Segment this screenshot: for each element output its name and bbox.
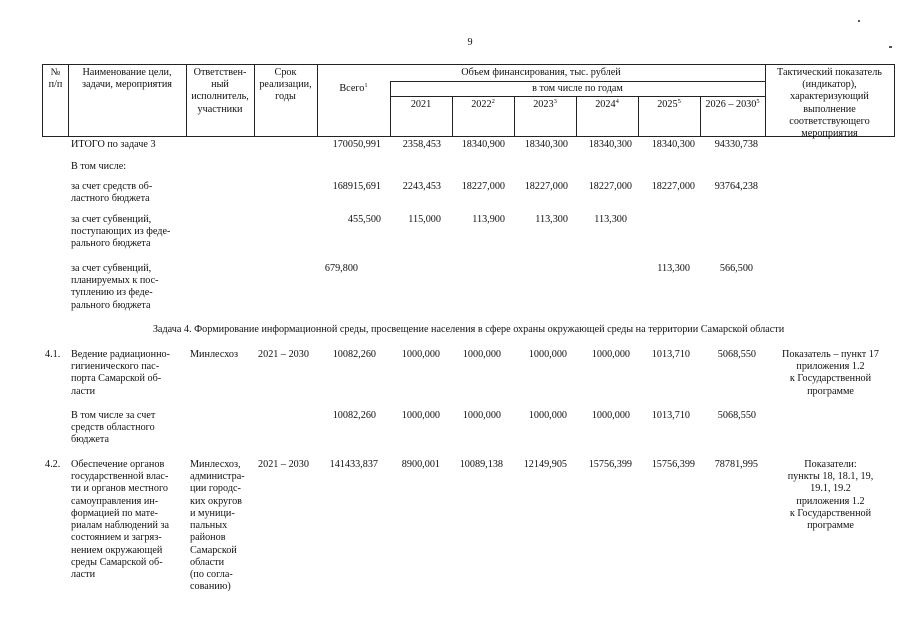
header-year-2024: 2024$^4$ [595, 98, 619, 110]
task3-regional-2022: 18227,000 [461, 181, 505, 192]
header-executor: Ответствен- ный исполнитель, участники [191, 67, 249, 115]
item42-num: 4.2. [45, 459, 61, 470]
task3-regional-label: за счет средств об- ластного бюджета [71, 181, 153, 205]
item41-label: Ведение радиационно- гигиенического пас- порта Самарской об- ласти [71, 349, 171, 397]
header-year-2021: 2021 [410, 99, 432, 110]
scan-mark [889, 46, 892, 48]
task3-subsidies-2024: 113,300 [594, 214, 627, 225]
header-total: Всего$^1$ [339, 82, 368, 94]
task3-planned-label: за счет субвенций, планируемых к пос- туплению из феде- рального бюджета [71, 263, 159, 311]
task3-planned-total: 679,800 [324, 263, 358, 274]
years-header-divider [390, 96, 765, 97]
item42-executor: Минлесхоз, администра- ции городс- ких округов и муници- пальных районов Самарской области (по согла- сованию) [190, 459, 245, 593]
item42-2024: 15756,399 [588, 459, 632, 470]
header-funding: Объем финансирования, тыс. рублей [461, 67, 621, 78]
task3-regional-2023: 18227,000 [524, 181, 568, 192]
item41-2024: 1000,000 [591, 349, 630, 360]
item41-2026-2030: 5068,550 [717, 349, 756, 360]
header-indicator: Тактический показатель (индикатор), характеризующий выполнение соответствующего мероприятия [777, 67, 882, 140]
item42-2025: 15756,399 [651, 459, 695, 470]
page-number: 9 [467, 37, 473, 48]
task3-regional-2025: 18227,000 [651, 181, 695, 192]
task3-in-that-label: В том числе: [71, 161, 127, 172]
item41-sub-2022: 1000,000 [462, 410, 501, 421]
item41-2025: 1013,710 [651, 349, 690, 360]
task3-subsidies-2023: 113,300 [535, 214, 568, 225]
item42-term: 2021 – 2030 [258, 459, 309, 470]
item42-2023: 12149,905 [523, 459, 567, 470]
item41-2022: 1000,000 [462, 349, 501, 360]
task3-itogo-2026-2030: 94330,738 [714, 139, 758, 150]
task3-subsidies-label: за счет субвенций, поступающих из феде- рального бюджета [71, 214, 171, 250]
task3-itogo-2023: 18340,300 [524, 139, 568, 150]
task3-itogo-2024: 18340,300 [588, 139, 632, 150]
item41-num: 4.1. [45, 349, 61, 360]
item42-2026-2030: 78781,995 [714, 459, 758, 470]
col-border [894, 64, 895, 137]
item42-label: Обеспечение органов государственной влас- ти и органов местного самоуправления ин- формацией по мате- риалам наблюдений за состоянием и загряз- нением окружающей среды Самарской об- ласти [71, 459, 169, 581]
scan-mark [858, 20, 860, 22]
task3-subsidies-2022: 113,900 [472, 214, 505, 225]
header-name: Наименование цели, задачи, мероприятия [82, 67, 172, 91]
task3-itogo-2021: 2358,453 [402, 139, 441, 150]
item41-term: 2021 – 2030 [258, 349, 309, 360]
item41-total: 10082,260 [332, 349, 376, 360]
task3-regional-2026-2030: 93764,238 [714, 181, 758, 192]
item41-2023: 1000,000 [528, 349, 567, 360]
task3-itogo-label: ИТОГО по задаче 3 [71, 139, 156, 150]
item41-sub-2026-2030: 5068,550 [717, 410, 756, 421]
task3-planned-2025: 113,300 [657, 263, 690, 274]
header-year-2026-2030: 2026 – 2030$^5$ [705, 98, 760, 110]
task3-regional-2021: 2243,453 [402, 181, 441, 192]
funding-header-divider [390, 81, 765, 82]
header-term: Срок реализации, годы [259, 67, 312, 103]
item42-total: 141433,837 [329, 459, 378, 470]
item41-sub-total: 10082,260 [332, 410, 376, 421]
item41-sub-2023: 1000,000 [528, 410, 567, 421]
task4-title: Задача 4. Формирование информационной среды, просвещение населения в сфере охраны окружающей среды на территории Самарской области [152, 324, 785, 335]
header-year-2023: 2023$^3$ [533, 98, 557, 110]
task3-itogo-2025: 18340,300 [651, 139, 695, 150]
item42-2022: 10089,138 [459, 459, 503, 470]
item41-sub-label: В том числе за счет средств областного бюджета [71, 410, 156, 446]
item41-indicator: Показатель – пункт 17 приложения 1.2 к Государственной программе [782, 349, 879, 397]
item42-2021: 8900,001 [401, 459, 440, 470]
task3-planned-2026-2030: 566,500 [719, 263, 753, 274]
item41-sub-2024: 1000,000 [591, 410, 630, 421]
item41-sub-2025: 1013,710 [651, 410, 690, 421]
header-year-2025: 2025$^5$ [657, 98, 681, 110]
task3-subsidies-total: 455,500 [347, 214, 381, 225]
header-by-years: в том числе по годам [532, 83, 623, 94]
header-num: № п/п [48, 67, 63, 91]
item41-2021: 1000,000 [401, 349, 440, 360]
table-top-border [42, 64, 895, 65]
task3-regional-total: 168915,691 [332, 181, 381, 192]
item42-indicator: Показатели: пункты 18, 18.1, 19, 19.1, 19.2 приложения 1.2 к Государственной программе [787, 459, 874, 532]
task3-itogo-2022: 18340,900 [461, 139, 505, 150]
item41-executor: Минлесхоз [190, 349, 239, 360]
task3-regional-2024: 18227,000 [588, 181, 632, 192]
header-year-2022: 2022$^2$ [471, 98, 495, 110]
task3-itogo-total: 170050,991 [332, 139, 381, 150]
task3-subsidies-2021: 115,000 [408, 214, 441, 225]
item41-sub-2021: 1000,000 [401, 410, 440, 421]
